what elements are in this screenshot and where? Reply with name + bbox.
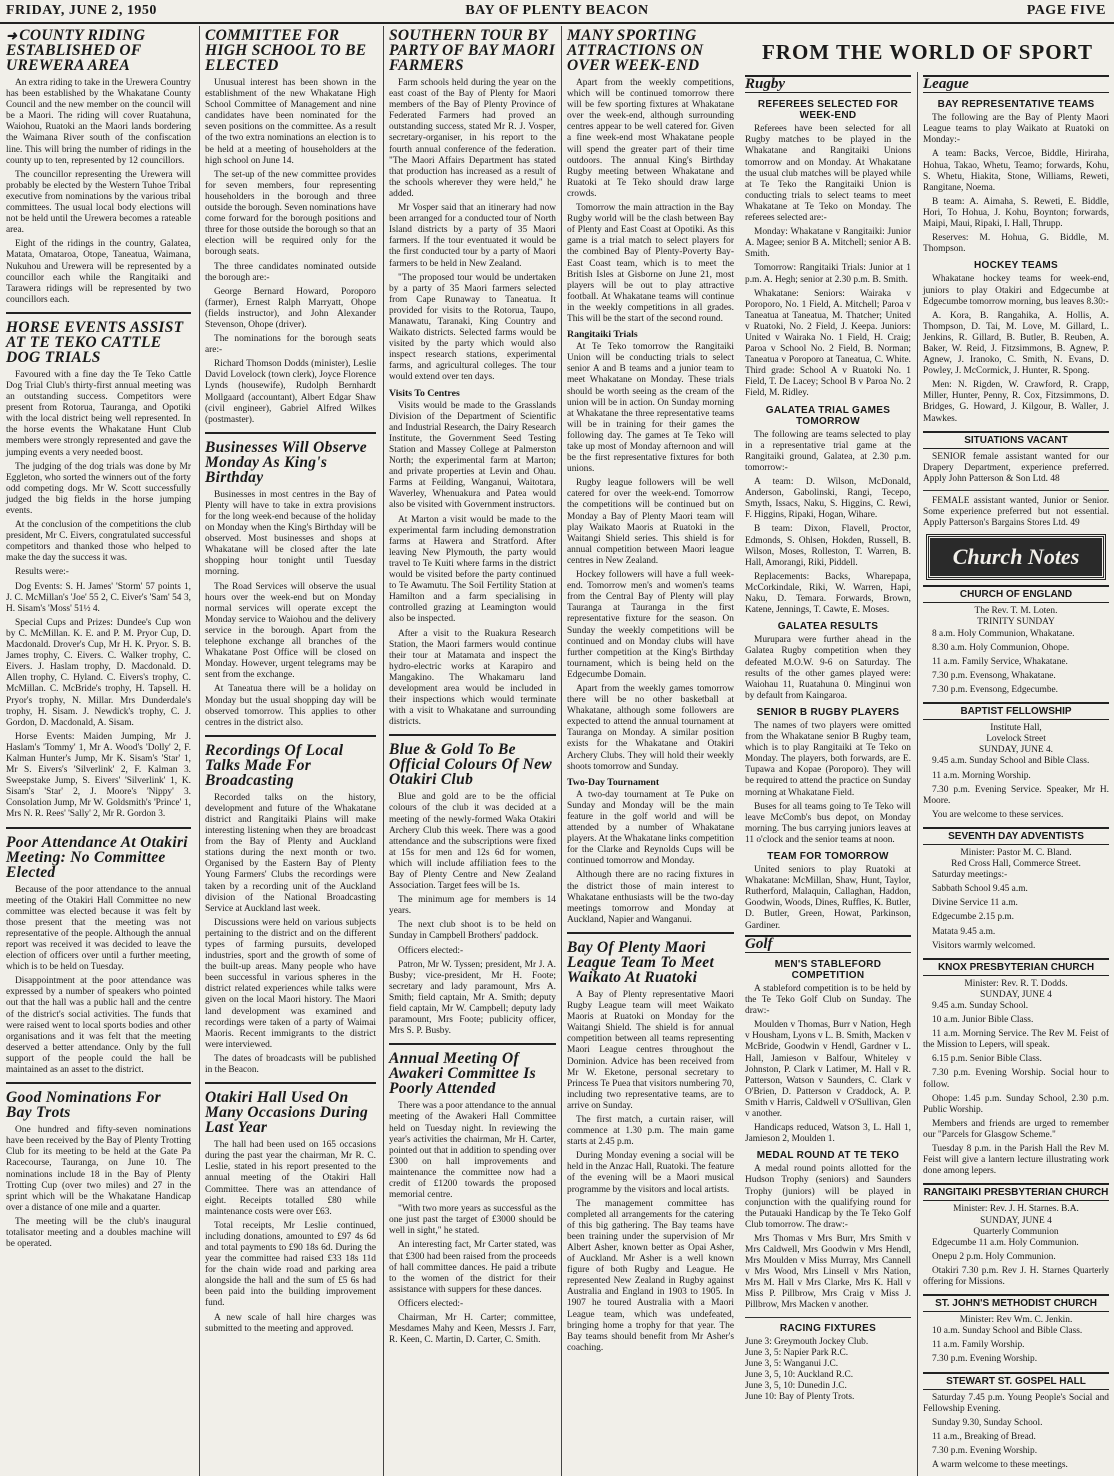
headline-county-riding: ➜ COUNTY RIDING ESTABLISHED OF UREWERA AREA (6, 27, 146, 74)
church-line: 9.45 a.m. Sunday School and Bible Class. (932, 756, 1090, 767)
church-line: 7.30 p.m. Evening Worship. (932, 1354, 1038, 1365)
paragraph: One hundred and fifty-seven nominations have been received by the Bay of Plenty Trotting Club for its meeting to be held at the Gate Pa Racecourse, Tauranga, on June 10. The nominations include 18 in the Bay of Plenty Trotting Cup (over two miles) and 27 in the sprint which will be the Whakatane Handicap over a distance of one mile and a quarter. (6, 1125, 191, 1213)
church-line: Members and friends are urged to remember our "Parcels for Glasgow Scheme." (923, 1118, 1109, 1140)
paragraph: United seniors to play Ruatoki at Whakatane: McMillan, Shaw, Hunt, Taylor, Rutherford, Malaquin, Callaghan, Haddon, Goodwin, Woods, Dines, Ruffles, K. Butler, D. Butler, Green, Howat, Parkinson, Gardiner. (745, 865, 911, 931)
paragraph: B team: A. Aimaha, S. Reweti, E. Biddle, Hori, To Hohua, J. Kohu, Boynton; forwards, Maipi, Maui, Ripaki, I. Hall, Thrupp. (923, 196, 1109, 230)
paragraph: Officers elected:- (398, 945, 464, 956)
paragraph: Mr Vosper said that an itinerary had now been arranged for a conducted tour of North Island districts by a party of 35 Maori farmers. If the tour eventuated it would be the first conducted tour by a party of Maori farmers to be held in New Zealand. (389, 203, 556, 269)
church-line: 7.30 p.m. Evensong, Edgecumbe. (932, 684, 1059, 695)
church-minister: Minister: Rev Wm. C. Jenkin. (959, 1315, 1073, 1326)
column-1 (0, 26, 196, 1476)
church-line: 11 a.m. Morning Service. The Rev M. Feist of the Mission to Lepers, will speak. (923, 1029, 1109, 1051)
fixtures-list (745, 1337, 911, 1404)
subheading: Two-Day Tournament (567, 776, 660, 788)
church-line: Divine Service 11 a.m. (932, 898, 1018, 909)
subheading: Rangitaiki Trials (567, 329, 638, 341)
paragraph: George Bernard Howard, Poroporo (farmer), Ernest Ralph Marryatt, Ohope (fields instructor), and John Alexander Stevenson, Ohope (driver). (205, 286, 376, 330)
section-label-league: League (923, 75, 1109, 93)
headline-poor-attendance: Poor Attendance At Otakiri Meeting: No Committee Elected (6, 833, 188, 881)
church-line: Visitors warmly welcomed. (932, 940, 1036, 951)
paragraph: Because of the poor attendance to the annual meeting of the Otakiri Hall Committee no new committee was elected because it was felt by those present that the meeting was not representative of the people. Although the annual report was received it was decided to leave the election of officers over until a further meeting, which is to be held on Tuesday. (6, 884, 191, 973)
headline-sporting-attractions: MANY SPORTING ATTRACTIONS ON OVER WEEK-END (567, 27, 704, 74)
fixture-item: June 10: Bay of Plenty Trots. (745, 1392, 855, 1403)
paragraph: An interesting fact, Mr Carter stated, was that £300 had been raised from the proceeds of hall committee dances. He paid a tribute to the women of the district for their assistance with suppers for these dances. (389, 1240, 556, 1295)
paragraph: The judging of the dog trials was done by Mr Eggleton, who sorted the winners out of the forty odd competing dogs. Mr W. Scott successfully judged the big fields in the horse jumping events. (6, 461, 191, 516)
fixture-item: June 3, 5, 10: Dunedin J.C. (745, 1381, 847, 1392)
church-place: Red Cross Hall, Commerce Street. (951, 859, 1081, 870)
paragraph: Chairman, Mr H. Carter; committee, Mesdames Mahy and Keen, Messrs J. Farr, R. Keen, C. Martin, D. Carter, C. Smith. (389, 1313, 556, 1346)
divider (567, 932, 734, 934)
church-line: 11 a.m., Breaking of Bread. (932, 1431, 1036, 1442)
church-day: TRINITY SUNDAY (977, 617, 1055, 628)
paragraph: The next club shoot is to be held on Sunday in Campbell Brothers' paddock. (389, 920, 556, 942)
church-name: STEWART ST. GOSPEL HALL (923, 1372, 1109, 1390)
headline-good-nominations: Good Nominations For Bay Trots (6, 1089, 162, 1122)
sport-banner: FROM THE WORLD OF SPORT (761, 40, 1094, 64)
paragraph: Unusual interest has been shown in the establishment of the new Whakatane High School Committee of Management and nine candidates have been nominated for the seven positions on the committee. As a result of the two extra nominations an election is to be held at a meeting of householders at the high school on June 14. (205, 78, 376, 166)
paragraph: Hockey followers will have a full week-end. Tomorrow men's and women's teams from the Central Bay of Plenty will play Tauranga at Tauranga in the first representative fixture for the season. On Sunday the weekly competitions will be continued and on Monday clubs will have further competition at the King's Birthday tournament, which is being held on the Edgecumbe Domain. (567, 570, 734, 680)
paragraph: During Monday evening a social will be held in the Anzac Hall, Ruatoki. The feature of the evening will be a Maori musical programme by the visitors and local artists. (567, 1151, 734, 1195)
church-day: SUNDAY, JUNE 4 (980, 1215, 1052, 1226)
subhead-racing-fixtures: RACING FIXTURES (779, 1322, 877, 1334)
paragraph: Replacements: Backs, Wharepapa, McCorkindale, Riki, W. Warren, Hapi, Naku, D. Temara. Forwards, Brown, Katene, Jennings, T. Cawte, E. Moses. (745, 571, 911, 616)
church-line: A warm welcome to these meetings. (932, 1460, 1068, 1471)
church-line: 8 a.m. Holy Communion, Whakatane. (932, 628, 1075, 639)
church-line: Tuesday 8 p.m. in the Parish Hall the Rev M. Feist will give a lantern lecture illustrating work done among lepers. (923, 1144, 1109, 1177)
section-label-rugby: Rugby (745, 75, 911, 93)
headline-committee-high-school: COMMITTEE FOR HIGH SCHOOL TO BE ELECTED (205, 27, 367, 74)
paragraph: Horse Events: Maiden Jumping, Mr J. Haslam's 'Tommy' 1, Mr A. Wood's 'Dolly' 2, F. Kalman Hunter's Jump, Mr K. Sisam's 'Star' 1, Mr S. Eivers's 'Silverlink' 2, F. Kalman 3. Sweepstake Jump, S. Eivers' 'Silverlink' 1, K. Sisam's 'Star' 2, J. Moore's 'Nippy' 3. Consolation Jump, Mr W. Goldsmith's 'Prince' 1, Mrs N. R. Rees' 'Sally' 2, Mr R. Gordon 3. (6, 731, 191, 820)
paragraph: Eight of the ridings in the country, Galatea, Matata, Omataroa, Otope, Taneatua, Waimana, Nukuhou and Urewera will be represented by a councillor each while the Rangitaiki and Tarawera ridings will be represented by two councillors each. (6, 239, 191, 305)
paragraph: Blue and gold are to be the official colours of the club it was decided at a meeting of the newly-formed Waka Otakiri Archery Club this week. There was a good attendance and the subscriptions were fixed at 15s for men and 12s 6d for women, which will include affiliation fees to the Bay of Plenty Centre and New Zealand Association. Target fees will be 1s. (389, 792, 556, 892)
paragraph: After a visit to the Ruakura Research Station, the Maori farmers would continue their tour at Matamata and inspect the hydro-electric works at Karapiro and Mangakino. The Whakamaru land development area would be included in their inspections which would terminate with a visit to Whakatane and surrounding districts. (389, 628, 556, 728)
divider (205, 1082, 376, 1084)
paragraph: "With two more years as successful as the one just past the target of £3000 should be well in sight," he stated. (389, 1204, 556, 1237)
church-line: 11 a.m. Family Worship. (932, 1340, 1025, 1351)
divider (205, 432, 376, 434)
paragraph: The nominations for the borough seats are:- (205, 334, 376, 356)
paragraph: Officers elected:- (398, 1298, 464, 1309)
paragraph: Special Cups and Prizes: Dundee's Cup won by C. McMillan. K. E. and P. M. Pryor Cup, D. Macdonald. Drover's Cup, Mr H. K. Pryor. S. B. James trophy, C. Eivers. C. Walker trophy, C. Eivers. J. Haslam trophy, D. Macdonald. D. Allen trophy, C. Hyland. C. Eivers's trophy, C. McMillan. C. McBride's trophy, H. Tapsell. H. Pryor's trophy, N. Millar. Mrs Dunderdale's trophy, H. Sisam. J. Newdick's trophy, C. J. Gordon, D. Macdonald, A. Sisam. (6, 617, 191, 728)
subhead-medal-round: MEDAL ROUND AT TE TEKO (756, 1150, 900, 1162)
paragraph: Mrs Thomas v Mrs Burr, Mrs Smith v Mrs Caldwell, Mrs Goodwin v Mrs Hendl, Mrs Moulden v Miss Murray, Mrs Cannell v Mrs Wood, Mrs Linsell v Mrs Nation, Mrs M. Hall v Mrs Clarke, Mrs K. Hall v Miss P. Pillbrow, Mrs Craig v Miss J. Pillbrow, Mrs Macken v another. (745, 1233, 911, 1311)
paragraph: Reserves: M. Hohua, G. Biddle, M. Thompson. (923, 233, 1109, 255)
headline-otakiri-hall: Otakiri Hall Used On Many Occasions During Last Year (205, 1089, 369, 1137)
divider (923, 490, 1109, 491)
church-line: Edgecumbe 2.15 p.m. (932, 912, 1015, 923)
subhead-stableford: MEN'S STABLEFORD COMPETITION (774, 958, 882, 981)
paragraph: Dog Events: S. H. James' 'Storm' 57 points 1, J. C. McMillan's 'Joe' 55 2, C. Eiver's 'Sam' 54 3, H. Sisam's 'Moss' 51½ 4. (6, 581, 191, 614)
column-2 (199, 26, 381, 1476)
paragraph: Monday: Whakatane v Rangitaiki: Junior A. Magee; senior B A. Mitchell; senior A B. Smith. (745, 227, 911, 260)
subheading: Visits To Centres (389, 387, 460, 399)
headline-horse-events: HORSE EVENTS ASSIST AT TE TEKO CATTLE DOG TRIALS (6, 318, 184, 366)
paragraph: Moulden v Thomas, Burr v Nation, Hegh v Housham, Lyons v L. B. Smith, Macken v McBride, Goodwin v Hendl, Gardner v L. Hall, Jamieson v Balfour, Whiteley v Johnston, P. Clark v Latimer, M. Hall v R. Patterson, Watson v Saunders, C. Clark v O'Brien, D. Patterson v Craddock, A. P. Smith v Harris, Caldwell v O'Sullivan, Glen v another. (745, 1020, 911, 1119)
paragraph: Although there are no racing fixtures in the district those of main interest to Whakatane enthusiasts will be the two-day meetings tomorrow and Monday at Auckland, Napier and Wanganui. (567, 870, 734, 925)
church-name: BAPTIST FELLOWSHIP (923, 702, 1109, 720)
fixture-item: June 3: Greymouth Jockey Club. (745, 1336, 869, 1347)
paragraph: A new scale of hall hire charges was submitted to the meeting and approved. (205, 1312, 376, 1334)
church-line: Edgecumbe 11 a.m. Holy Communion. (932, 1237, 1079, 1248)
column-5 (740, 72, 916, 1476)
church-line: Sunday 9.30, Sunday School. (932, 1417, 1043, 1428)
church-line: Ohope: 1.45 p.m. Sunday School, 2.30 p.m. Public Worship. (923, 1093, 1109, 1115)
paragraph: The minimum age for members is 14 years. (389, 895, 556, 917)
subhead-team-tomorrow: TEAM FOR TOMORROW (767, 851, 889, 862)
church-minister: Minister: Pastor M. C. Bland. (960, 847, 1072, 858)
church-line: 9.45 a.m. Sunday School. (932, 1001, 1029, 1011)
headline-blue-gold: Blue & Gold To Be Official Colours Of New Otakiri Club (389, 741, 552, 789)
subhead-situations-vacant: SITUATIONS VACANT (923, 431, 1109, 449)
paragraph: A stableford competition is to be held by the Te Teko Golf Club on Sunday. The draw:- (745, 983, 911, 1017)
paragraph: At the conclusion of the competitions the club president, Mr C. Eivers, congratulated successful competitors and thanked those who helped to make the day the success it was. (6, 520, 191, 564)
church-place: Institute Hall, (990, 723, 1042, 734)
paragraph: Handicaps reduced, Watson 3, L. Hall 1, Jamieson 2, Moulden 1. (745, 1123, 911, 1145)
paper-name: BAY OF PLENTY BEACON (465, 3, 649, 18)
paragraph: Total receipts, Mr Leslie continued, including donations, amounted to £97 4s 6d and total payments to £90 18s 6d. During the year the committee had raised £33 18s 11d for the chain wide road and parking area alongside the hall and the sum of £5 6s had been paid into the building improvement fund. (205, 1220, 376, 1309)
church-line: Matata 9.45 a.m. (932, 926, 996, 937)
church-minister: The Rev. T. M. Loten. (974, 606, 1058, 617)
paragraph: The set-up of the new committee provides for seven members, four representing householders in the borough and three outside the borough. Seven nominations have come forward for the borough positions and three for those outside the borough so that an election will be required only for the borough seats. (205, 169, 376, 258)
paragraph: Favoured with a fine day the Te Teko Cattle Dog Trial Club's thirty-first annual meeting was an outstanding success. Competitors were present from Rotorua, Tauranga, and Opotiki with the local district being well represented. In the horse events the Whakatane Hunt Club members were strongly represented and gave the jumping events a very needed boost. (6, 369, 191, 458)
paragraph: A medal round points allotted for the Hudson Trophy (seniors) and Saunders Trophy (juniors) will be played in conjunction with the qualifying round for the Putauaki Handicap by the Te Teko Golf Club tomorrow. The draw:- (745, 1164, 911, 1230)
church-line: Onepu 2 p.m. Holy Communion. (932, 1251, 1056, 1262)
paragraph: Murupara were further ahead in the Galatea Rugby competition when they defeated M.O.W. 9-6 on Saturday. The results of the other games played were: Waiohau 11, Ruatahuna 0. Minginui won by default from Kaingaroa. (745, 635, 911, 701)
issue-date: FRIDAY, JUNE 2, 1950 (6, 3, 157, 18)
paragraph: Results were:- (15, 567, 69, 578)
classified-ad: FEMALE assistant wanted, Junior or Senior. Some experience preferred but not essential. Apply Patterson's Bargains Stores Ltd. 49 (923, 496, 1109, 529)
subhead-senior-b: SENIOR B RUGBY PLAYERS (756, 706, 900, 718)
church-line: 7.30 p.m. Evening Worship. Social hour to follow. (923, 1068, 1109, 1090)
paragraph: Visits would be made to the Grasslands Division of the Department of Scientific and Industrial Research, the Dairy Research Institute, the Government Seed Testing Station and Massey College at Palmerston North; the experimental farm at Marton; and private properties at Levin and Ohau. Farms at Feilding, Wanganui, Waitotara, Waverley, Whenuakura and Patea would also be visited with Government instructors. (389, 400, 556, 511)
column-3 (383, 26, 561, 1476)
paragraph: Men: N. Rigden, W. Crawford, R. Crapp, Miller, Hunter, Penny, R. Cox, Fitzsimmons, D. Bridges, G. Howard, J. Kilgour, B. Waller, J. Mawkes. (923, 380, 1109, 424)
paragraph: Buses for all teams going to Te Teko will leave McComb's bus depot, on Monday morning. The bus carrying juniors leaves at 11 o'clock and the senior teams at noon. (745, 801, 911, 845)
divider (6, 827, 191, 829)
paragraph: The following are the Bay of Plenty Maori League teams to play Waikato at Ruatoki on Monday:- (923, 113, 1109, 146)
paragraph: Tomorrow: Rangitaiki Trials: Junior at 1 p.m. A. Hegh; senior at 2.30 p.m. B. Smith. (745, 263, 911, 285)
masthead (0, 0, 1114, 24)
paragraph: Apart from the weekly games tomorrow there will be no other basketball at Whakatane, although some followers are expected to attend the annual tournament at Tauranga on Monday. A similar position exists for the Whakatane and Otakiri Archery Clubs. They will hold their weekly shoots tomorrow and Sunday. (567, 683, 734, 772)
paragraph: A team: D. Wilson, McDonald, Anderson, Gabolinski, Rangi, Tecepo, Smyth, Issacs, Naku, S. Higgins, C. Rewi, F. Higgins, Ripaki, Hogan, Wihare. (745, 477, 911, 521)
church-line: Saturday meetings:- (932, 870, 1008, 881)
column-6 (917, 72, 1114, 1476)
arrow-icon: ➜ (6, 28, 18, 43)
paragraph: Businesses in most centres in the Bay of Plenty will have to take in extra provisions for the long week-end because of the holiday on Monday when the King's Birthday will be observed. Most businesses and shops at Whakatane will be closed after the late shopping hour tonight until Tuesday morning. (205, 489, 376, 578)
paragraph: A. Kora, B. Rangahika, A. Hollis, A. Thompson, D. Tai, M. Love, M. Gillard, L. Jenkins, R. Gillard, B. Butler, B. Reuben, A. Baker, W. Reid, J. Fitzsimmons, B. Agnew, P. Agnew, J. Iranoko, C. Smith, N. Evans, D. Powley, J. McCormick, J. Hunter, R. Spong. (923, 310, 1109, 377)
church-name: ST. JOHN'S METHODIST CHURCH (923, 1294, 1109, 1312)
subhead-hockey: HOCKEY TEAMS (974, 260, 1058, 272)
divider (6, 312, 191, 314)
divider (6, 1082, 191, 1084)
subhead-bay-teams: BAY REPRESENTATIVE TEAMS (937, 99, 1095, 111)
paragraph: Disappointment at the poor attendance was expressed by a number of speakers who pointed out that the hall was a public hall and the centre of the district's social activities. The funds that were raised went to local sports bodies and other organisations and it was felt that the meeting deserved a better attendance. Only by the full support of the people could the hall be maintained as an asset to the district. (6, 976, 191, 1076)
paragraph: A two-day tournament at Te Puke on Sunday and Monday will be the main feature in the golf world and will be attended by a number of Whakatane players. At the Whakatane links competition for the Clarke and Reynolds Cups will be continued tomorrow and Monday. (567, 789, 734, 867)
paragraph: Patron, Mr W. Tyssen; president, Mr J. A. Busby; vice-president, Mr H. Foote; secretary and lady paramount, Mrs A. Smith; field captain, Mr A. Smith; deputy field captain, Mr W. Campbell; deputy lady paramount, Mrs Foote; publicity officer, Mrs S. P. Busby. (389, 959, 556, 1037)
church-name: RANGITAIKI PRESBYTERIAN CHURCH (923, 1183, 1109, 1201)
column-4 (561, 26, 739, 1476)
divider (389, 734, 556, 736)
church-name: CHURCH OF ENGLAND (923, 585, 1109, 603)
paragraph: An extra riding to take in the Urewera Country has been established by the Whakatane County Council and the new member on the council will be a Maori. The riding will cover Ruatahuna, Waiohou, Ruatoki an the Maori lands bordering the Waimana River south of the confiscation line. This will bring the number of ridings in the county up to ten, represented by 12 councillors. (6, 78, 191, 166)
paragraph: Whakatane: Seniors: Wairaka v Poroporo, No. 1 Field, A. Mitchell; Paroa v Taneatua at Taneatua, M. Thatcher; United v Ruatoki, No. 2 Field, J. Keepa. Juniors: United v Wairaka No. 1 Field, H. Craig; Paroa v School No. 2 Field, B. Norman; Taneatua v Poroporo at Taneatua, C. White. Third grade: School A v Ruatoki No. 1 Field, T. De Lacey; School B v Paroa No. 2 Field, M. Ridley. (745, 288, 911, 399)
paragraph: B team: Dixon, Flavell, Proctor, Edmonds, S. Ohlsen, Hokden, Russell, B. Wilson, Moses, Rolleston, T. Warren, B. Hall, Amorangi, Riki, Piddell. (745, 524, 911, 568)
paragraph: The Road Services will observe the usual hours over the week-end but on Monday normal services will operate except the Monday service to Waiohou and the delivery service in the borough. Apart from the telephone exchange all branches of the Whakatane Post Office will be closed on Monday. However, urgent telegrams may be sent from the exchange. (205, 581, 376, 681)
classified-ad: SENIOR female assistant wanted for our Drapery Department, experience preferred. Apply John Patterson & Son Ltd. 48 (923, 451, 1109, 484)
headline-awakeri: Annual Meeting Of Awakeri Committee Is Poorly Attended (389, 1050, 536, 1098)
paragraph: Rugby league followers will be well catered for over the week-end. Tomorrow the competitions will be continued but on Monday a Bay of Plenty Maori team will play Waikato Maoris at Ruatoki in the Waitangi Shield series. This shield is for annual competition between Maori league centres in New Zealand. (567, 478, 734, 566)
paragraph: A Bay of Plenty representative Maori Rugby League team will meet Waikato Maoris at Ruatoki on Monday for the Waitangi Shield. The shield is for annual competition between all teams representing Maori League centres throughout the Dominion. Advice has been received from Mr W. Eketone, personal secretary to Princess Te Puea that visitors numbering 70, including two representative teams, are to arrive on Sunday. (567, 989, 734, 1111)
paragraph: Discussions were held on various subjects pertaining to the district and on the different types of farming pursuits, developed industries, sport and the growth of some of the built-up areas. Many people who have been successful in various spheres in the district related experiences while talks were given on the local Maori history. The Maori land development was examined and recordings were taken of a party of Waimai Maoris. Recent immigrants to the district were interviewed. (205, 917, 376, 1050)
paragraph: The names of two players were omitted from the Whakatane senior B Rugby team, which is to play Rangitaiki at Te Teko on Monday. The players, both forwards, are E. Tupawa and Kopae (Poroporo). They will be required to attend the practice on Sunday morning at Whakatane Field. (745, 720, 911, 798)
paragraph: The hall had been used on 165 occasions during the past year the chairman, Mr R. C. Leslie, stated in his report presented to the annual meeting of the Otakiri Hall Committee. There was an attendance of eight. Receipts totalled £80 while maintenance costs were over £63. (205, 1140, 376, 1217)
church-minister: Minister: Rev. J. H. Starnes. B.A. (953, 1204, 1079, 1215)
paragraph: A team: Backs, Vercoe, Biddle, Hiriraha, Hohua, Takao, Whetu, Teamo; forwards, Kohu, S. Whetu, Hiakita, Stone, Williams, Reweti, Rangitane, Noema. (923, 149, 1109, 193)
paragraph: There was a poor attendance to the annual meeting of the Awakeri Hall Committee held on Tuesday night. In reviewing the year's activities the chairman, Mr H. Carter, pointed out that in addition to spending over £300 on hall improvements and maintenance the committee now had a credit of £1200 towards the proposed memorial centre. (389, 1101, 557, 1201)
paragraph: Referees have been selected for all Rugby matches to be played in the Whakatane and Rangitaiki Unions tomorrow and on Monday. At Whakatane the usual club matches will be played while at Te Teko the Rangitaiki Union is conducting trials to select teams to meet Whakatane at Te Teko on Monday. The referees selected are:- (745, 124, 911, 224)
fixture-item: June 3, 5, 10: Auckland R.C. (745, 1369, 854, 1380)
headline-southern-tour: SOUTHERN TOUR BY PARTY OF BAY MAORI FARMERS (389, 27, 556, 74)
paragraph: Richard Thomson Dodds (minister), Leslie David Lovelock (town clerk), Joyce Florence Lynds (housewife), Rudolph Bernhardt Mollgaard (accountant), Albert Edgar Shaw (civil engineer), Gabriel Alfred Wilkes (postmaster). (205, 359, 376, 425)
church-line: Saturday 7.45 p.m. Young People's Social and Fellowship Evening. (923, 1392, 1109, 1414)
church-line: Otakiri 7.30 p.m. Rev J. H. Starnes Quarterly offering for Missions. (923, 1265, 1109, 1287)
paragraph: The meeting will be the club's inaugural totalisator meeting and a doubles machine will be operated. (6, 1216, 191, 1250)
paragraph: Tomorrow the main attraction in the Bay Rugby world will be the clash between Bay of Plenty and East Coast at Opotiki. As this game is a trial match to select players for the combined Bay of Plenty-Poverty Bay-East Coast team, which is to meet the British Isles at Gisborne on June 21, most players will be out to play attractive football. At Whakatane teams will continue in the weekly competitions in all grades. This will be the start of the second round. (567, 203, 734, 324)
church-name: KNOX PRESBYTERIAN CHURCH (923, 958, 1109, 976)
church-line: 7.30 p.m. Evening Worship. (932, 1446, 1038, 1456)
paragraph: The dates of broadcasts will be published in the Beacon. (205, 1053, 376, 1076)
church-sub: Quarterly Communion (973, 1226, 1059, 1237)
paragraph: The following are teams selected to play in a representative trial game at the Rangitaiki ground, Galatea, at 2.30 p.m. tomorrow:- (745, 429, 911, 473)
church-day: SUNDAY, JUNE 4. (979, 745, 1053, 756)
headline-maori-league: Bay Of Plenty Maori League Team To Meet Waikato At Ruatoki (567, 938, 715, 986)
church-line: 8.30 a.m. Holy Communion, Ohope. (932, 642, 1070, 653)
subhead-galatea-results: GALATEA RESULTS (777, 621, 879, 633)
paragraph: At Te Teko tomorrow the Rangitaiki Union will be conducting trials to select senior A and B teams and a junior team to meet Whakatane on Monday. These trials should be worth seeing as the cream of the union will be in action. On Sunday morning at Whakatane the three representative teams will be in training for their games the following day. The games at Te Teko will take up most of Monday afternoon and will be the first representative fixtures for both unions. (567, 342, 734, 475)
paragraph: Recorded talks on the history, development and future of the Whakatane district and Rangitaiki Plains will make interesting listening when they are broadcast from the Bay of Plenty and Auckland stations during the next month or two. Organised by the Eastern Bay of Plenty Young Farmers' Clubs the recordings were taken by a recording unit of the Auckland division of the National Broadcasting Service at Auckland last week. (205, 792, 376, 914)
section-label-golf: Golf (745, 935, 911, 953)
fixture-item: June 3, 5: Wanganui J.C. (745, 1358, 839, 1369)
paragraph: The three candidates nominated outside the borough are:- (205, 261, 376, 283)
church-line: You are welcome to these services. (932, 809, 1064, 820)
paragraph: Whakatane hockey teams for week-end, juniors to play Otakiri and Edgecumbe at Edgecumbe tomorrow morning, bus leaves 8.30:- (923, 274, 1109, 307)
church-line: 10 a.m. Sunday School and Bible Class. (932, 1326, 1083, 1337)
divider (389, 1043, 556, 1045)
paragraph: At Taneatua there will be a holiday on Monday but the usual shopping day will be observed tomorrow. This applies to other centres in the district also. (205, 684, 376, 728)
paragraph: The councillor representing the Urewera will probably be elected by the Western Tuhoe Tribal executive from nominations by the various tribal committees. The usual local body elections will not be held until the Urewera becomes a rateable area. (6, 169, 191, 236)
church-line: 11 a.m. Family Service, Whakatane. (932, 656, 1068, 667)
church-minister: Minister: Rev. R. T. Dodds. (964, 978, 1068, 989)
church-day: SUNDAY, JUNE 4 (980, 989, 1052, 1000)
paragraph: Farm schools held during the year on the east coast of the Bay of Plenty for Maori members of the Bay of Plenty Province of Federated Farmers had proved an outstanding success, stated Mr R. J. Vosper, secretary-organiser, in his report to the fourth annual conference of the federation. "The Maori Affairs Department has stated that production has increased as a result of the schools wherever they were held," he added. (389, 78, 556, 199)
church-line: 7.30 p.m. Evening Service. Speaker, Mr H. Moore. (923, 784, 1109, 806)
church-name: SEVENTH DAY ADVENTISTS (923, 827, 1109, 845)
page-number: PAGE FIVE (1026, 3, 1106, 18)
paragraph: "The proposed tour would be undertaken by a party of 35 Maori farmers selected from Cape Runaway to Taneatua. It provided for visits to the Rotorua, Taupo, Manawatu, Taranaki, King Country and Waikato districts. Selected farms would be visited by the party which would also inspect research stations, experimental farms, and agricultural colleges. The tour would extend over ten days. (389, 272, 556, 383)
headline-kings-birthday: Businesses Will Observe Monday As King's Birthday (205, 438, 367, 486)
subhead-galatea-trial: GALATEA TRIAL GAMES TOMORROW (765, 404, 891, 427)
divider (205, 735, 376, 737)
paragraph: Apart from the weekly competitions, which will be continued tomorrow there will be few sporting fixtures at Whakatane over the week-end, although surrounding centres appear to be well catered for. Given a fine week-end most Whakatane people will spend the greater part of their time outdoors. The annual King's Birthday Rugby meeting between Whakatane and Ruatoki at Te Teko should draw large crowds. (567, 78, 734, 199)
subhead-referees: REFEREES SELECTED FOR WEEK-END (757, 99, 899, 122)
church-line: 7.30 p.m. Evensong, Whakatane. (932, 670, 1056, 681)
church-line: 10 a.m. Junior Bible Class. (932, 1015, 1034, 1026)
paragraph: The first match, a curtain raiser, will commence at 1.30 p.m. The main game starts at 2.45 p.m. (567, 1114, 734, 1148)
church-place: Lovelock Street (986, 734, 1046, 745)
headline-recordings: Recordings Of Local Talks Made For Broadcasting (205, 741, 344, 789)
paragraph: The management committee has completed all arrangements for the catering of this big gathering. The Bay teams have been training under the supervision of Mr Albert Asher, known better as Opai Asher, of Auckland. Mr Asher is a well known figure of both Rugby and League. He represented New Zealand in Rugby against Australia and England in 1903 to 1905. In 1907 he toured Australia with a Maori League team, which was undefeated, bringing home a trophy for that year. The Bay teams should benefit from Mr Asher's coaching. (567, 1198, 734, 1353)
divider (745, 1317, 911, 1318)
church-notes-banner: Church Notes (927, 535, 1105, 579)
church-line: Sabbath School 9.45 a.m. (932, 884, 1028, 895)
church-line: 11 a.m. Morning Worship. (932, 770, 1031, 781)
church-line: 6.15 p.m. Senior Bible Class. (932, 1054, 1042, 1065)
paragraph: At Marton a visit would be made to the experimental farm including demonstration farms at Hawera and Stratford. After leaving New Plymouth, the party would travel to Te Kuiti where farms in the district would be visited before the party continued to Te Awamutu. The Soil Fertility Station at Hamilton and a farm specialising in controlled grazing at Leamington would also be inspected. (389, 514, 556, 625)
fixture-item: June 3, 5: Napier Park R.C. (745, 1347, 849, 1358)
